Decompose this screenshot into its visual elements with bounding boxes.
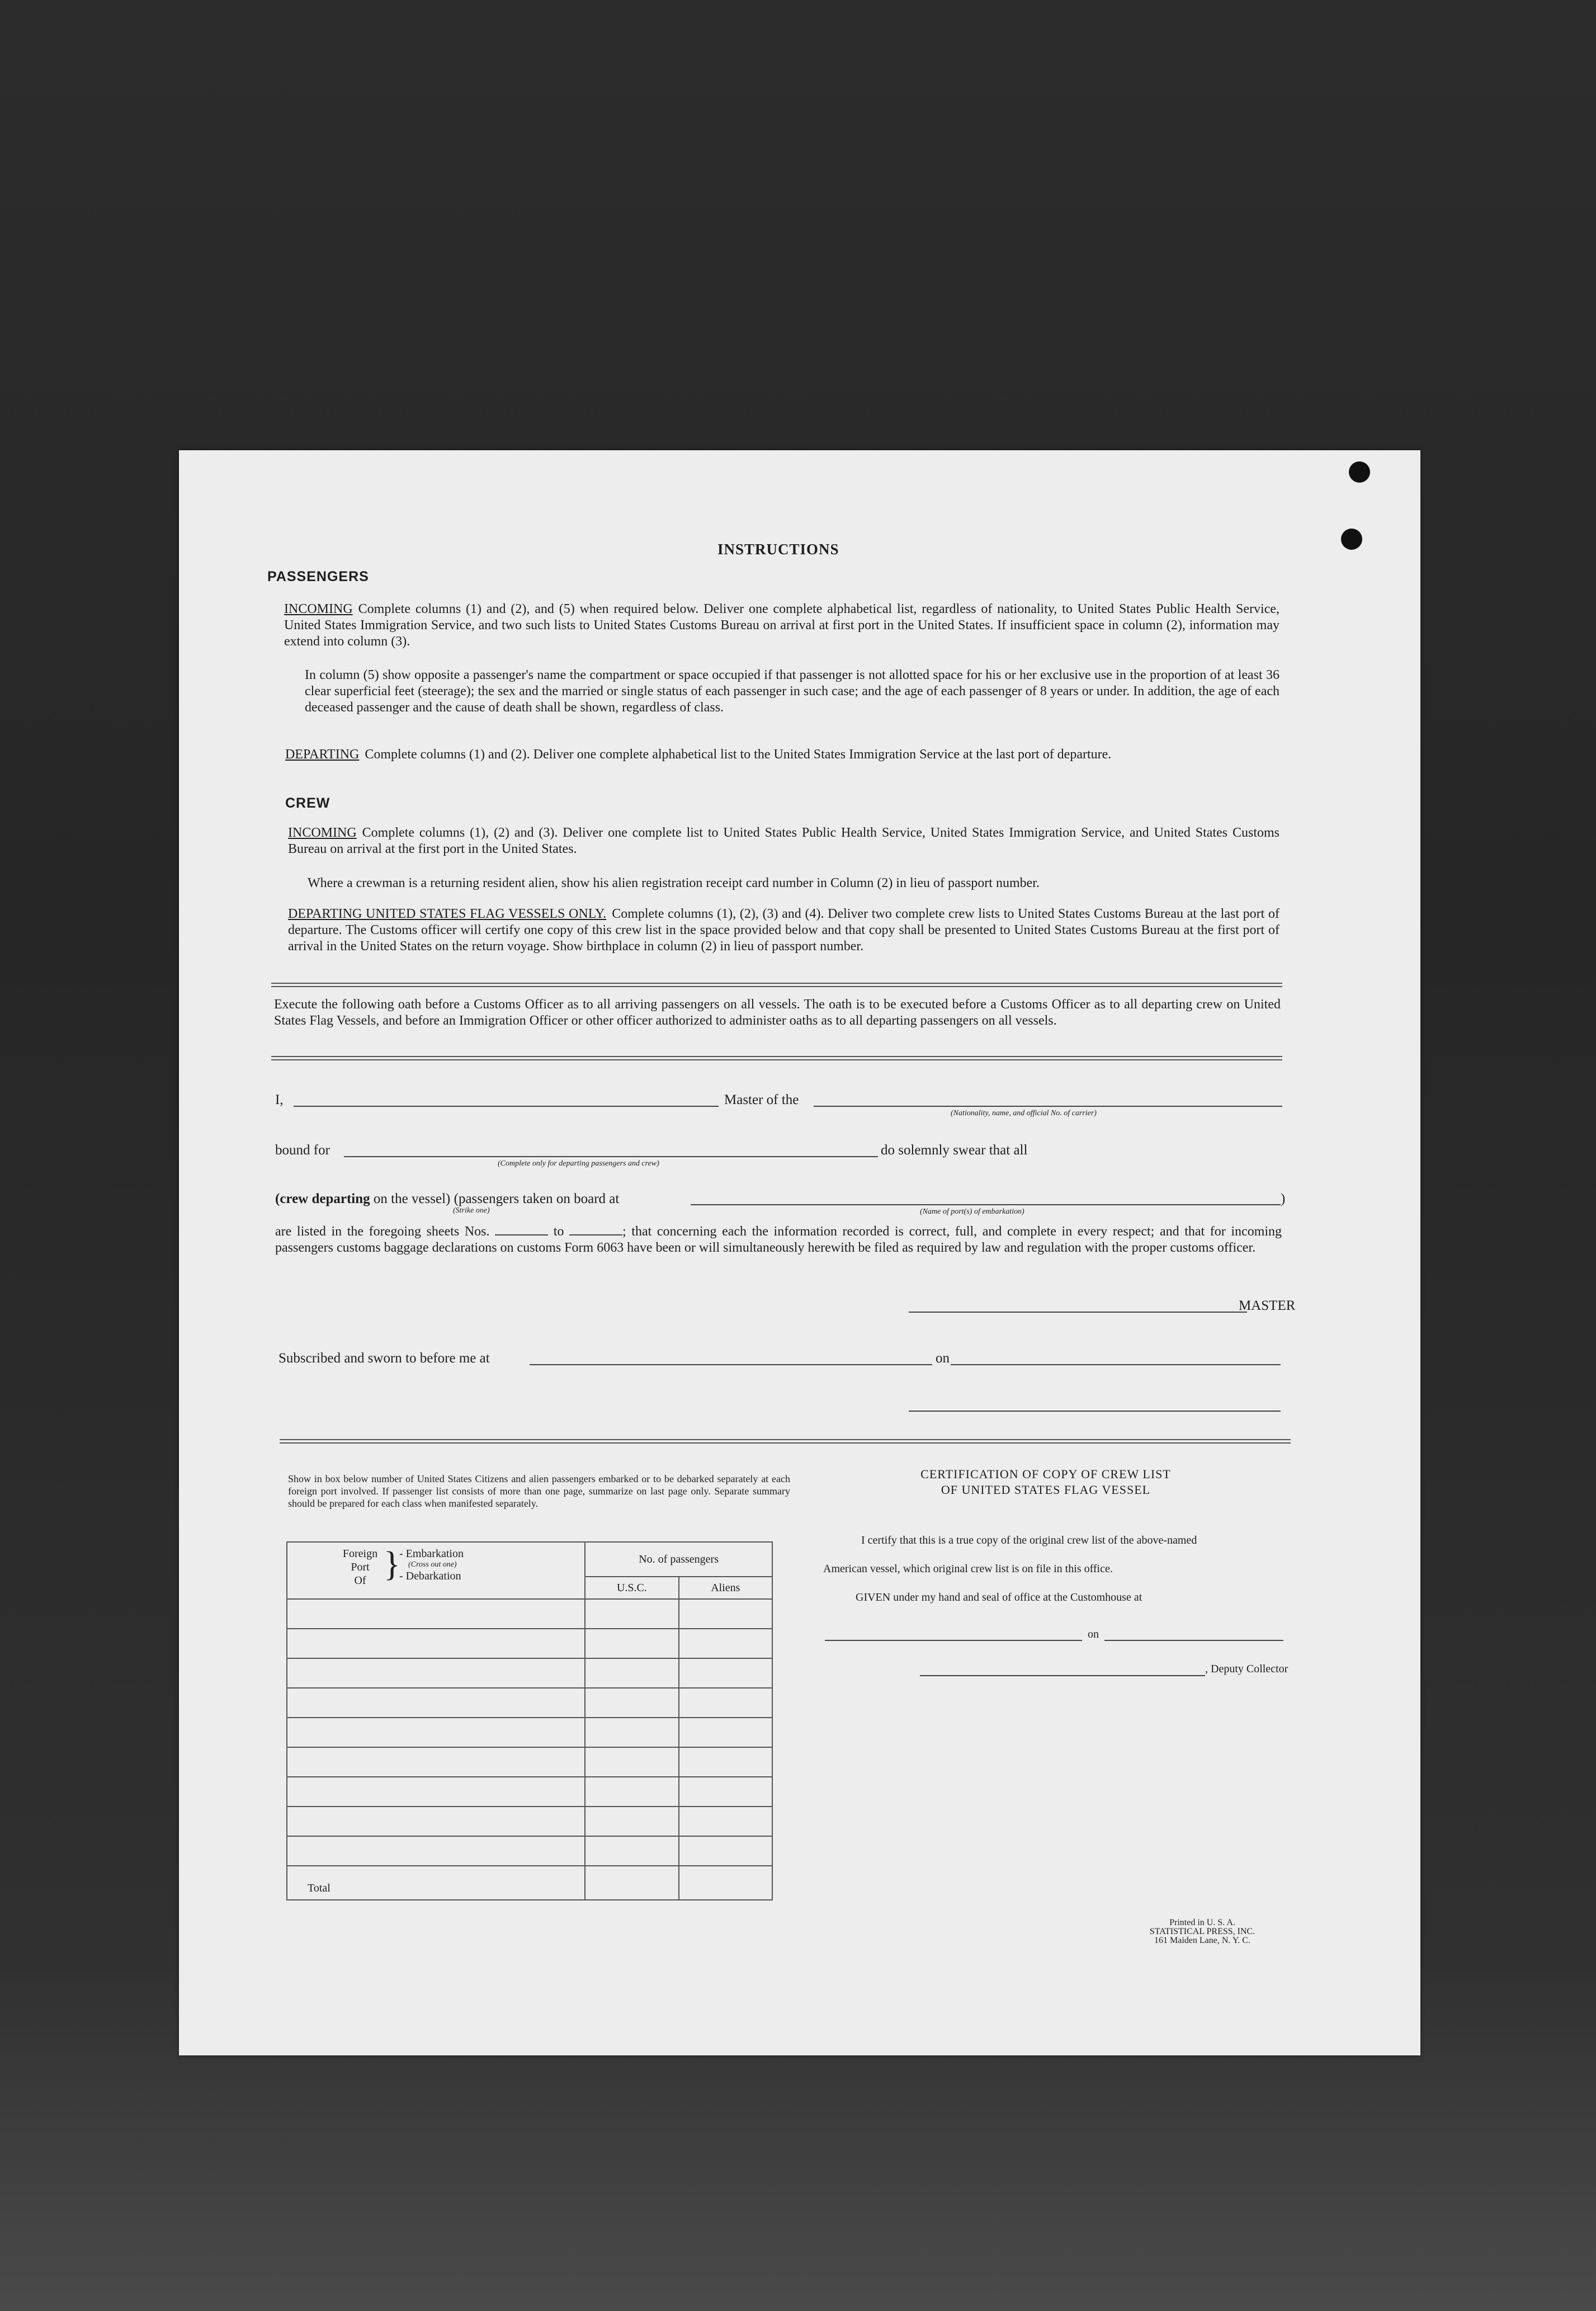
to-label: to bbox=[553, 1224, 564, 1239]
usc-cell[interactable] bbox=[585, 1836, 678, 1866]
crew-departing-paragraph bbox=[288, 906, 1279, 955]
aliens-total-cell[interactable] bbox=[679, 1866, 772, 1900]
aliens-cell[interactable] bbox=[679, 1718, 772, 1747]
table-row bbox=[287, 1629, 772, 1658]
divider-rule bbox=[271, 1056, 1282, 1060]
crew-departing-label: DEPARTING UNITED STATES FLAG VESSELS ONLY. bbox=[288, 907, 607, 921]
aliens-cell[interactable] bbox=[679, 1629, 772, 1658]
certification-title-line1: CERTIFICATION OF COPY OF CREW LIST bbox=[920, 1467, 1171, 1481]
sheet-from-field[interactable] bbox=[495, 1234, 548, 1235]
sworn-place-field[interactable] bbox=[530, 1364, 932, 1365]
oath-instruction-paragraph: Execute the following oath before a Customs Officer as to all arriving passengers on all vessels. The oath is to be executed before a Customs Officer as to all departing crew on United States Flag Vessels, and before an Immigration Officer or other officer authorized to administer oaths as to all departing passengers on all vessels. bbox=[274, 997, 1281, 1028]
listed-rest: ; that concerning each the information recorded is correct, full, and complete in every respect; and that for incoming passengers customs baggage declarations on customs Form 6063 have been or will simultaneously herewith be filed as required by law and regulation with the proper customs officer. bbox=[275, 1224, 1282, 1255]
passenger-summary-table bbox=[286, 1541, 773, 1900]
certification-title-line2: OF UNITED STATES FLAG VESSEL bbox=[941, 1483, 1151, 1497]
usc-cell[interactable] bbox=[585, 1777, 678, 1807]
passengers-departing-label: DEPARTING bbox=[285, 747, 360, 762]
oath-i-label: I, bbox=[275, 1092, 284, 1107]
column5-paragraph: In column (5) show opposite a passenger's name the compartment or space occupied if that passenger is not allotted space for his or her exclusive use in the proportion of at least 36 clear superficial feet (steerage); the sex and the married or single status of each passenger in such case; and the age of each passenger of 8 years or under. In addition, the age of each deceased passenger and the cause of death shall be shown, regardless of class. bbox=[305, 668, 1279, 715]
given-text: GIVEN under my hand and seal of office at the Customhouse at bbox=[856, 1591, 1142, 1603]
aliens-cell[interactable] bbox=[679, 1807, 772, 1836]
port-cell[interactable] bbox=[287, 1629, 585, 1658]
embarkation-option[interactable]: - Embarkation bbox=[399, 1548, 464, 1560]
usc-cell[interactable] bbox=[585, 1807, 678, 1836]
port-cell[interactable] bbox=[287, 1599, 585, 1629]
aliens-header: Aliens bbox=[679, 1577, 772, 1599]
crew-departing-text: Complete columns (1), (2), (3) and (4). Deliver two complete crew lists to United States Customs Bureau at the last port of departure. The Customs officer will certify one copy of this crew list in the space provided below and that copy shall be presented to United States Customs Bureau at the first port of arrival in the United States on the return voyage. Show birthplace in column (2) in lieu of passport number. bbox=[288, 907, 1279, 954]
certify-line1: I certify that this is a true copy of the original crew list of the above-named bbox=[861, 1534, 1197, 1546]
table-row bbox=[287, 1836, 772, 1866]
port-cell[interactable] bbox=[287, 1747, 585, 1777]
swear-text: do solemnly swear that all bbox=[881, 1143, 1028, 1158]
port-caption: (Name of port(s) of embarkation) bbox=[920, 1208, 1024, 1216]
certification-date-field[interactable] bbox=[1104, 1640, 1283, 1641]
bound-for-field[interactable] bbox=[344, 1156, 878, 1157]
foreign-port-header bbox=[287, 1542, 585, 1599]
port-cell[interactable] bbox=[287, 1718, 585, 1747]
divider-rule bbox=[280, 1439, 1291, 1444]
usc-cell[interactable] bbox=[585, 1688, 678, 1718]
crew-departing-option[interactable]: (crew departing on the vessel) (passengers taken on board at bbox=[275, 1191, 620, 1206]
carrier-field[interactable] bbox=[814, 1106, 1282, 1107]
bound-for-caption: (Complete only for departing passengers and crew) bbox=[498, 1159, 659, 1168]
divider-rule bbox=[271, 983, 1282, 987]
sworn-date-field[interactable] bbox=[951, 1364, 1281, 1365]
carrier-caption: (Nationality, name, and official No. of carrier) bbox=[951, 1109, 1097, 1117]
passengers-departing-text: Complete columns (1) and (2). Deliver one complete alphabetical list to the United States Immigration Service at the last port of departure. bbox=[365, 747, 1112, 762]
port-label: Port bbox=[351, 1561, 370, 1573]
table-row bbox=[287, 1658, 772, 1688]
usc-cell[interactable] bbox=[585, 1629, 678, 1658]
usc-header: U.S.C. bbox=[585, 1577, 678, 1599]
table-row bbox=[287, 1807, 772, 1836]
passengers-heading: PASSENGERS bbox=[267, 569, 369, 584]
master-signature-label: MASTER bbox=[1239, 1298, 1296, 1313]
customhouse-field[interactable] bbox=[825, 1640, 1082, 1641]
total-label: Total bbox=[287, 1866, 585, 1900]
usc-cell[interactable] bbox=[585, 1718, 678, 1747]
master-name-field[interactable] bbox=[294, 1106, 719, 1107]
master-of-label: Master of the bbox=[724, 1092, 799, 1107]
officer-signature-field[interactable] bbox=[909, 1411, 1281, 1412]
close-paren: ) bbox=[1281, 1191, 1286, 1206]
table-row bbox=[287, 1747, 772, 1777]
foreign-label: Foreign bbox=[342, 1548, 378, 1560]
no-passengers-header: No. of passengers bbox=[585, 1542, 772, 1577]
port-cell[interactable] bbox=[287, 1688, 585, 1718]
debarkation-option[interactable]: - Debarkation bbox=[399, 1570, 461, 1582]
table-row bbox=[287, 1777, 772, 1807]
passengers-departing-paragraph bbox=[285, 747, 1279, 763]
listed-prefix: are listed in the foregoing sheets Nos. bbox=[275, 1224, 490, 1239]
subscribed-label: Subscribed and sworn to before me at bbox=[278, 1351, 490, 1366]
port-cell[interactable] bbox=[287, 1807, 585, 1836]
of-label: Of bbox=[354, 1574, 366, 1587]
passengers-incoming-paragraph bbox=[284, 601, 1279, 650]
strike-one-caption: (Strike one) bbox=[453, 1206, 490, 1215]
aliens-cell[interactable] bbox=[679, 1777, 772, 1807]
printer-line1: Printed in U. S. A. bbox=[1169, 1918, 1235, 1927]
printer-line3: 161 Maiden Lane, N. Y. C. bbox=[1154, 1936, 1250, 1945]
embarkation-port-field[interactable] bbox=[691, 1204, 1281, 1205]
crew-incoming-text: Complete columns (1), (2) and (3). Deliver one complete list to United States Public Health Service, United States Immigration Service, and United States Customs Bureau on arrival at the first port in the United States. bbox=[288, 826, 1279, 856]
certification-title bbox=[889, 1466, 1202, 1498]
usc-cell[interactable] bbox=[585, 1747, 678, 1777]
aliens-cell[interactable] bbox=[679, 1658, 772, 1688]
usc-cell[interactable] bbox=[585, 1658, 678, 1688]
port-cell[interactable] bbox=[287, 1777, 585, 1807]
printer-line2: STATISTICAL PRESS, INC. bbox=[1149, 1927, 1255, 1936]
sheet-to-field[interactable] bbox=[569, 1234, 622, 1235]
table-row bbox=[287, 1599, 772, 1629]
usc-total-cell[interactable] bbox=[585, 1866, 678, 1900]
bound-for-label: bound for bbox=[275, 1143, 330, 1158]
deputy-collector-signature[interactable] bbox=[920, 1675, 1205, 1676]
crew-incoming-paragraph bbox=[288, 825, 1279, 857]
printer-imprint bbox=[1118, 1918, 1286, 1945]
summary-instruction: Show in box below number of United States Citizens and alien passengers embarked or to be debarked separately at each foreign port involved. If passenger list consists of more than one page, summarize on last page only. Separate summary should be prepared for each class when manifested separately. bbox=[288, 1473, 790, 1509]
deputy-collector-label: , Deputy Collector bbox=[1205, 1663, 1288, 1675]
listed-paragraph bbox=[275, 1224, 1282, 1256]
passengers-incoming-label: INCOMING bbox=[284, 602, 353, 616]
certify-line2: American vessel, which original crew list is on file in this office. bbox=[823, 1563, 1113, 1575]
crew-incoming-label: INCOMING bbox=[288, 826, 357, 840]
passengers-incoming-text: Complete columns (1) and (2), and (5) when required below. Deliver one complete alphabetical list, regardless of nationality, to United States Public Health Service, United States Immigration Service, and two such lists to United States Customs Bureau on arrival at first port in the United States. If insufficient space in column (2), information may extend into column (3). bbox=[284, 602, 1279, 649]
page-title: INSTRUCTIONS bbox=[717, 541, 839, 558]
form-page bbox=[179, 450, 1420, 2055]
aliens-cell[interactable] bbox=[679, 1836, 772, 1866]
table-row bbox=[287, 1718, 772, 1747]
crew-heading: CREW bbox=[285, 795, 330, 811]
master-signature-field[interactable] bbox=[909, 1312, 1247, 1313]
punch-hole bbox=[1341, 529, 1362, 550]
brace: } bbox=[384, 1545, 400, 1583]
punch-hole bbox=[1349, 461, 1370, 483]
aliens-cell[interactable] bbox=[679, 1747, 772, 1777]
certification-on-label: on bbox=[1088, 1628, 1099, 1640]
aliens-cell[interactable] bbox=[679, 1599, 772, 1629]
crew-resident-paragraph: Where a crewman is a returning resident alien, show his alien registration receipt card number in Column (2) in lieu of passport number. bbox=[308, 876, 1040, 890]
usc-cell[interactable] bbox=[585, 1599, 678, 1629]
port-cell[interactable] bbox=[287, 1836, 585, 1866]
table-row bbox=[287, 1688, 772, 1718]
cross-out-caption: (Cross out one) bbox=[408, 1560, 457, 1569]
sworn-on-label: on bbox=[936, 1351, 950, 1366]
aliens-cell[interactable] bbox=[679, 1688, 772, 1718]
port-cell[interactable] bbox=[287, 1658, 585, 1688]
total-row bbox=[287, 1866, 772, 1900]
